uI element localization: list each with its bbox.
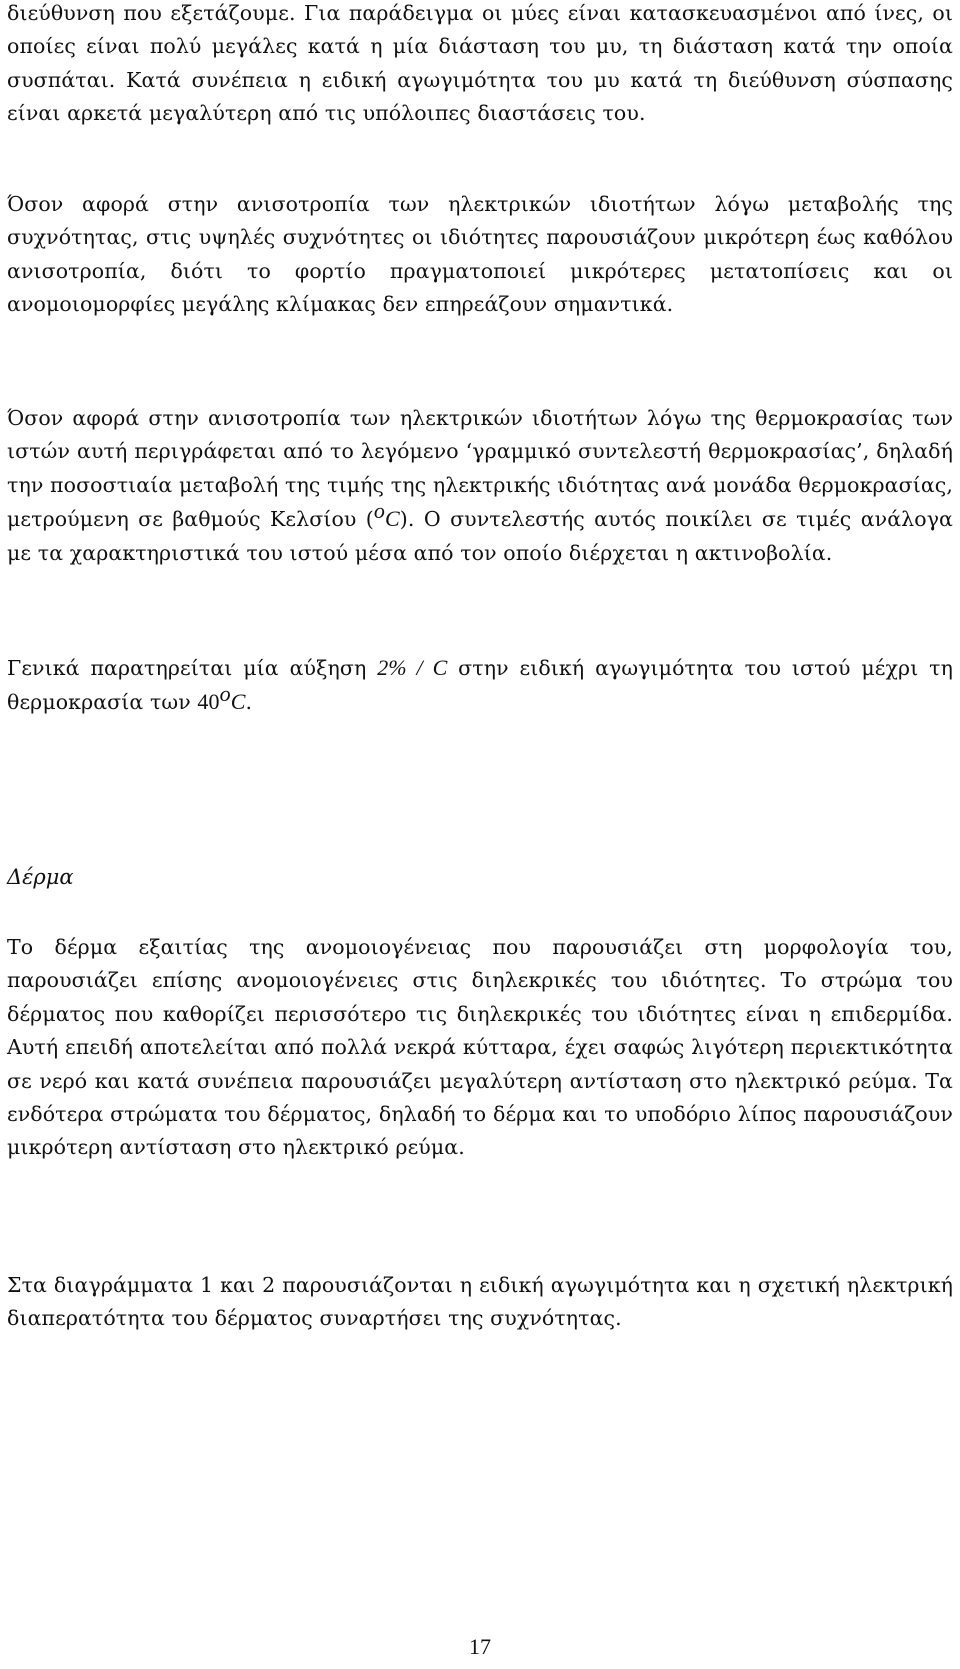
celsius-unit: C bbox=[385, 506, 400, 532]
degree-symbol: o bbox=[373, 498, 386, 524]
temperature-value: 40 bbox=[197, 689, 220, 715]
paragraph-frequency-anisotropy: Όσον αφορά στην ανισοτροπία των ηλεκτρικών ιδιοτήτων λόγω μεταβολής της συχνότητας, στις υψηλές συχνότητες οι ιδιότητες παρουσιάζουν μικρότερη έως καθόλου ανισοτροπία, διότι το φορτίο πραγματοποιεί μικρότερες μετατοπίσεις και οι ανομοιομορφίες μεγάλης κλίμακας δεν επηρεάζουν σημαντικά. bbox=[7, 192, 953, 317]
p4-text-middle: στην ειδική αγωγιμότητα του ιστού μέχρι τη θερμοκρασία των bbox=[7, 656, 953, 715]
section-heading-skin: Δέρμα bbox=[7, 865, 74, 889]
paragraph-diagrams-reference: Στα διαγράμματα 1 και 2 παρουσιάζονται η ειδική αγωγιμότητα και η σχετική ηλεκτρική διαπερατότητα του δέρματος συναρτήσει της συχνότητας. bbox=[7, 1273, 953, 1331]
p3-text-before: Όσον αφορά στην ανισοτροπία των ηλεκτρικών ιδιοτήτων λόγω της θερμοκρασίας των ιστών αυτή περιγράφεται από το λεγόμενο ‘γραμμικό συντελεστή θερμοκρασίας’, δηλαδή την ποσοστιαία μεταβολή της τιμής της ηλεκτρικής ιδιότητας ανά μονάδα θερμοκρασίας, μετρούμενη σε βαθμούς Κελσίου ( bbox=[7, 406, 953, 532]
paragraph-conductivity-increase bbox=[7, 651, 953, 720]
p4-text-before: Γενικά παρατηρείται μία αύξηση bbox=[7, 656, 378, 680]
paragraph-temperature-anisotropy bbox=[7, 402, 953, 570]
temperature-degree-symbol: o bbox=[219, 681, 231, 707]
p3-text-after: ). Ο συντελεστής αυτός ποικίλει σε τιμές ανάλογα με τα χαρακτηριστικά του ιστού μέσα από τον οποίο διέρχεται η ακτινοβολία. bbox=[7, 507, 953, 565]
paragraph-skin-properties: Το δέρμα εξαιτίας της ανομοιογένειας που παρουσιάζει στη μορφολογία του, παρουσιάζει επίσης ανομοιογένειες στις διηλεκρικές του ιδιότητες. Το στρώμα του δέρματος που καθορίζει περισσότερο τις διηλεκρικές του ιδιότητες είναι η επιδερμίδα. Αυτή επειδή αποτελείται από πολλά νεκρά κύτταρα, έχει σαφώς λιγότερη περιεκτικότητα σε νερό και κατά συνέπεια παρουσιάζει μεγαλύτερη αντίσταση στο ηλεκτρικό ρεύμα. Τα ενδότερα στρώματα του δέρματος, δηλαδή το δέρμα και το υποδόριο λίπος παρουσιάζουν μικρότερη αντίσταση στο ηλεκτρικό ρεύμα. bbox=[7, 935, 953, 1160]
p4-text-after: . bbox=[245, 690, 253, 715]
rate-expression: 2% / C bbox=[377, 655, 448, 680]
page-number: 17 bbox=[469, 1634, 491, 1659]
temperature-unit: C bbox=[230, 689, 246, 715]
paragraph-muscle-anisotropy: διεύθυνση που εξετάζουμε. Για παράδειγμα οι μύες είναι κατασκευασμένοι από ίνες, οι οποίες είναι πολύ μεγάλες κατά η μία διάσταση του μυ, τη διάσταση κατά την οποία συσπάται. Κατά συνέπεια η ειδική αγωγιμότητα του μυ κατά τη διεύθυνση σύσπασης είναι αρκετά μεγαλύτερη από τις υπόλοιπες διαστάσεις του. bbox=[7, 1, 953, 126]
